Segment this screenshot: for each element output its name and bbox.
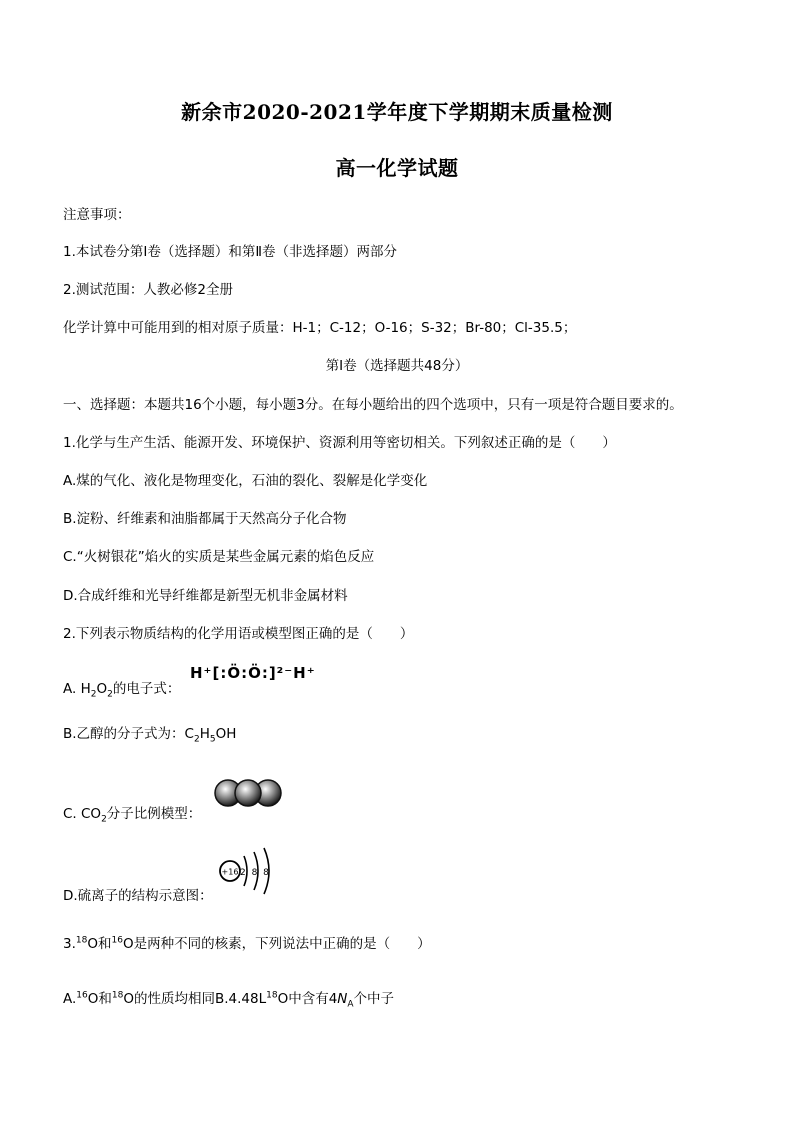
q2-option-a: A. $H_2O_2$的电子式： (63, 681, 181, 700)
q1-option-b: B.淀粉、纤维素和油脂都属于天然高分子化合物 (63, 511, 347, 527)
exam-subtitle: 高一化学试题 (335, 156, 459, 180)
section-instructions: 一、选择题：本题共16个小题，每小题3分。在每小题给出的四个选项中，只有一项是符合题目要求的。 (63, 397, 683, 413)
nucleus-label: +16 (221, 867, 239, 877)
q1-option-c: C.“火树银花”焰火的实质是某些金属元素的焰色反应 (63, 549, 375, 565)
sulfide-ion-structure-diagram (216, 846, 288, 896)
co2-space-filling-model (212, 776, 284, 810)
notes-heading: 注意事项： (63, 207, 131, 223)
exam-title: 新余市2020-2021学年度下学期期末质量检测 (181, 100, 613, 124)
q3-options-a-b: A.$^{16}$O和$^{18}$O的性质均相同$B.4.48L^{18}O$中含有$4N_A$个中子 (63, 990, 395, 1010)
q2-stem: 2.下列表示物质结构的化学用语或模型图正确的是（ ） (63, 626, 414, 642)
q2-option-d: D.硫离子的结构示意图： (63, 888, 213, 904)
h2o2-electron-formula: H⁺[:Ö:Ö:]²⁻H⁺ (190, 664, 316, 682)
q1-stem: 1.化学与生产生活、能源开发、环境保护、资源利用等密切相关。下列叙述正确的是（ ） (63, 435, 616, 451)
q1-option-d: D.合成纤维和光导纤维都是新型无机非金属材料 (63, 588, 348, 604)
notes-item-2: 2.测试范围：人教必修2全册 (63, 282, 233, 298)
electron-shells-label: 2 8 8 (240, 868, 269, 878)
atomic-masses: 化学计算中可能用到的相对原子质量：H-1；C-12；O-16；S-32；Br-80；Cl-35.5； (63, 320, 577, 336)
section-title: 第Ⅰ卷（选择题共48分） (325, 358, 469, 374)
q3-stem: 3.18O和$^{16}$O是两种不同的核素，下列说法中正确的是（ ） (63, 935, 431, 952)
q2-option-b: B.乙醇的分子式为：$C_2H_5OH$ (63, 726, 237, 745)
q1-option-a: A.煤的气化、液化是物理变化，石油的裂化、裂解是化学变化 (63, 473, 428, 489)
notes-item-1: 1.本试卷分第Ⅰ卷（选择题）和第Ⅱ卷（非选择题）两部分 (63, 244, 398, 260)
q2-option-c: C. $CO_2$分子比例模型： (63, 806, 202, 825)
